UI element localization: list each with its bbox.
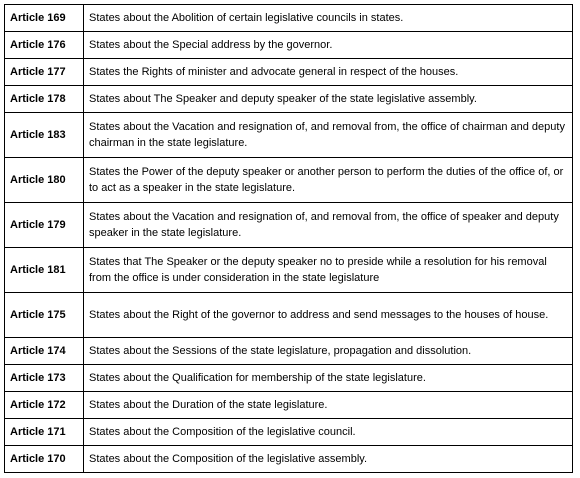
article-number-cell: Article 178: [5, 86, 84, 113]
article-description-cell: States about the Special address by the governor.: [84, 32, 573, 59]
article-description-cell: States about the Right of the governor to address and send messages to the houses of house.: [84, 293, 573, 338]
article-number-cell: Article 169: [5, 5, 84, 32]
table-row: [5, 59, 573, 86]
table-row: [5, 365, 573, 392]
table-row: [5, 113, 573, 158]
article-description-cell: States the Rights of minister and advocate general in respect of the houses.: [84, 59, 573, 86]
table-row: [5, 293, 573, 338]
article-description-cell: States about the Abolition of certain legislative councils in states.: [84, 5, 573, 32]
article-number-cell: Article 176: [5, 32, 84, 59]
article-description-cell: States about the Vacation and resignation of, and removal from, the office of chairman and deputy chairman in the state legislature.: [84, 113, 573, 158]
article-number-cell: Article 174: [5, 338, 84, 365]
articles-table-body: [5, 5, 573, 473]
table-row: [5, 5, 573, 32]
table-row: [5, 248, 573, 293]
article-number-cell: Article 181: [5, 248, 84, 293]
article-number-cell: Article 173: [5, 365, 84, 392]
article-description-cell: States about the Sessions of the state legislature, propagation and dissolution.: [84, 338, 573, 365]
table-row: [5, 86, 573, 113]
article-description-cell: States about the Composition of the legislative council.: [84, 419, 573, 446]
table-row: [5, 203, 573, 248]
article-description-cell: States about The Speaker and deputy speaker of the state legislative assembly.: [84, 86, 573, 113]
article-number-cell: Article 175: [5, 293, 84, 338]
article-description-cell: States the Power of the deputy speaker or another person to perform the duties of the office of, or to act as a speaker in the state legislature.: [84, 158, 573, 203]
table-row: [5, 338, 573, 365]
article-number-cell: Article 177: [5, 59, 84, 86]
article-number-cell: Article 170: [5, 446, 84, 473]
table-row: [5, 419, 573, 446]
table-row: [5, 392, 573, 419]
article-number-cell: Article 180: [5, 158, 84, 203]
article-number-cell: Article 183: [5, 113, 84, 158]
article-number-cell: Article 179: [5, 203, 84, 248]
article-description-cell: States about the Duration of the state legislature.: [84, 392, 573, 419]
article-number-cell: Article 171: [5, 419, 84, 446]
table-row: [5, 158, 573, 203]
article-description-cell: States that The Speaker or the deputy speaker no to preside while a resolution for his removal from the office is under consideration in the state legislature: [84, 248, 573, 293]
table-row: [5, 446, 573, 473]
article-number-cell: Article 172: [5, 392, 84, 419]
article-description-cell: States about the Vacation and resignation of, and removal from, the office of speaker and deputy speaker in the state legislature.: [84, 203, 573, 248]
article-description-cell: States about the Qualification for membership of the state legislature.: [84, 365, 573, 392]
article-description-cell: States about the Composition of the legislative assembly.: [84, 446, 573, 473]
table-row: [5, 32, 573, 59]
articles-table: [4, 4, 573, 473]
